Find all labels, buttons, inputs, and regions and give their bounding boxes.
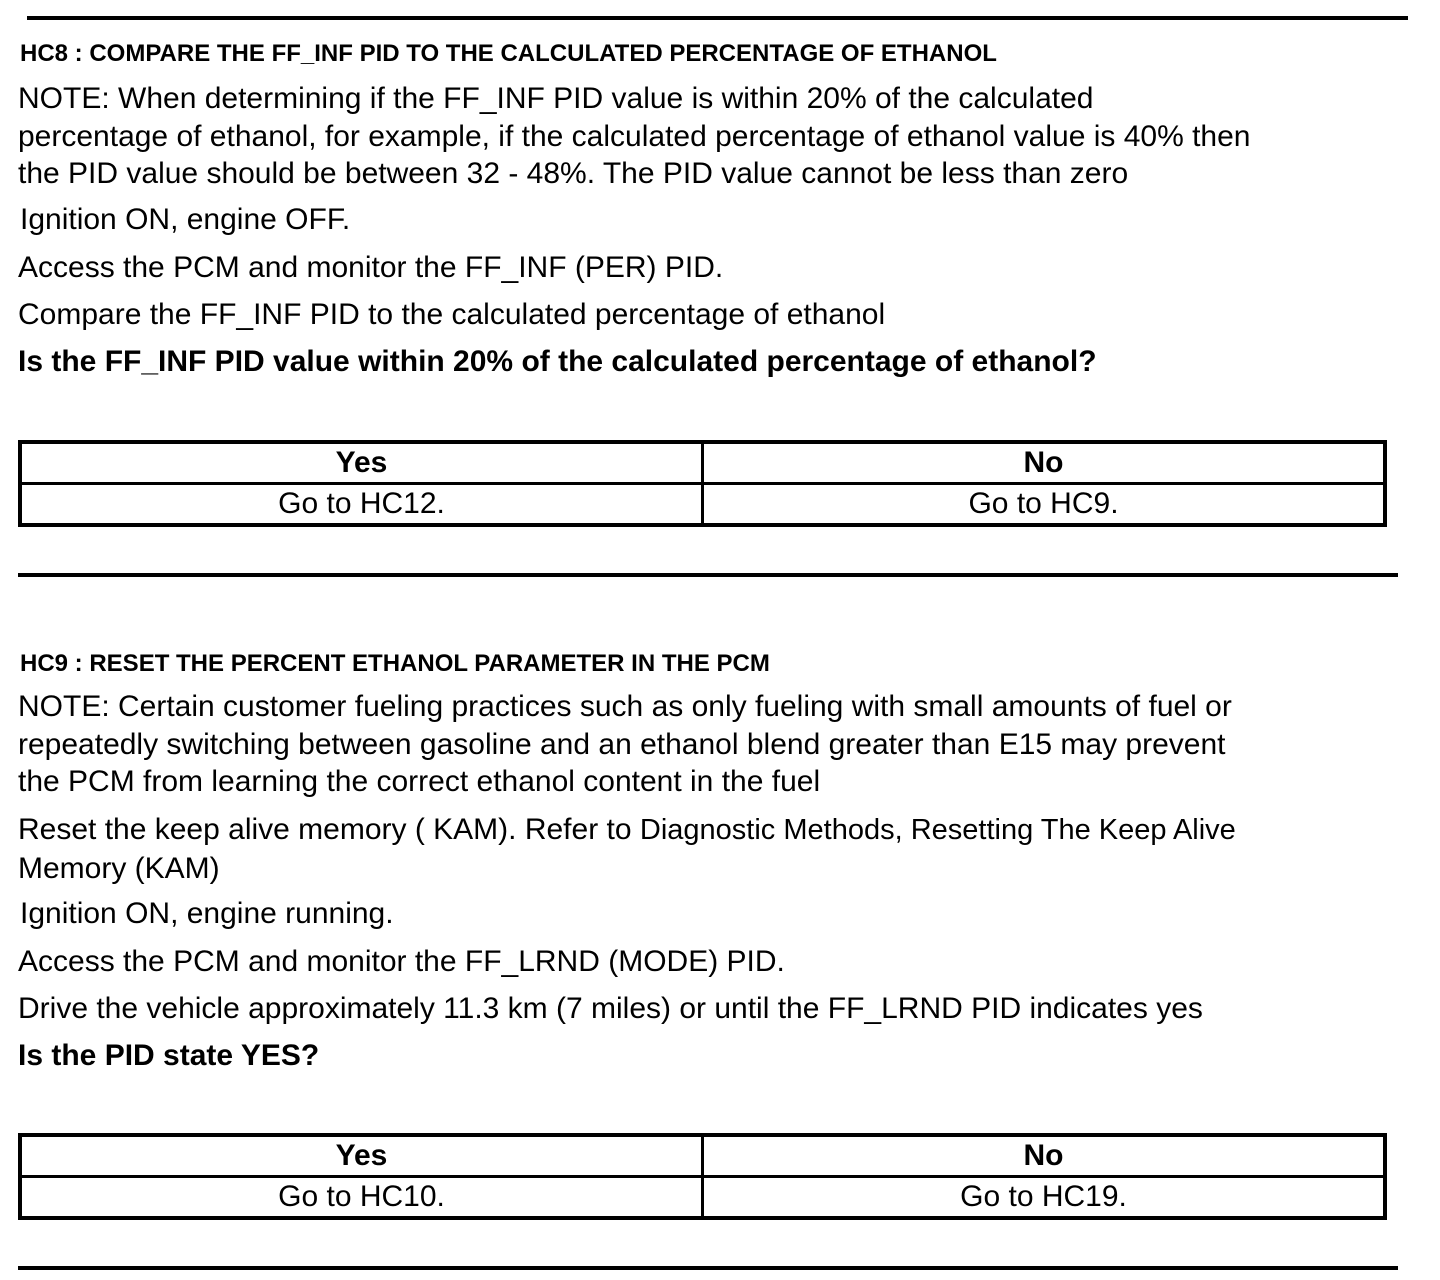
hc8-decision-table [18, 440, 1387, 527]
section-divider [18, 573, 1398, 577]
table-header-row [20, 442, 1385, 484]
table-header-row [20, 1135, 1385, 1177]
hc9-note [18, 688, 1232, 801]
hc9-step-ignition: Ignition ON, engine running. [20, 897, 394, 930]
hc8-yes-action: Go to HC12. [20, 484, 703, 526]
bottom-divider [18, 1266, 1398, 1270]
table-row [20, 1177, 1385, 1219]
hc9-reset-reference: Diagnostic Methods, Resetting The Keep Alive [639, 814, 1236, 846]
hc9-no-header: No [703, 1135, 1386, 1177]
hc8-heading: HC8 : COMPARE THE FF_INF PID TO THE CALCULATED PERCENTAGE OF ETHANOL [20, 40, 997, 67]
hc8-step-ignition: Ignition ON, engine OFF. [20, 203, 351, 236]
hc9-step-access: Access the PCM and monitor the FF_LRND (MODE) PID. [18, 945, 785, 978]
hc9-note-line: repeatedly switching between gasoline and an ethanol blend greater than E15 may prevent [18, 727, 1226, 761]
hc9-yes-action: Go to HC10. [20, 1177, 703, 1219]
hc9-reset-continuation: Memory (KAM) [18, 851, 220, 885]
hc8-no-header: No [703, 442, 1386, 484]
hc8-question: Is the FF_INF PID value within 20% of the calculated percentage of ethanol? [18, 345, 1097, 378]
hc8-yes-header: Yes [20, 442, 703, 484]
hc9-decision-table [18, 1133, 1387, 1220]
hc9-step-drive: Drive the vehicle approximately 11.3 km (7 miles) or until the FF_LRND PID indicates yes [18, 992, 1203, 1025]
hc8-no-action: Go to HC9. [703, 484, 1386, 526]
hc8-note [18, 80, 1251, 193]
top-divider [27, 16, 1408, 20]
hc8-note-line: NOTE: When determining if the FF_INF PID value is within 20% of the calculated [18, 82, 1094, 115]
hc8-note-line: percentage of ethanol, for example, if the calculated percentage of ethanol value is 40% then [18, 119, 1251, 153]
hc9-reset-text: Reset the keep alive memory ( KAM). Refer to [18, 813, 640, 846]
hc9-reset-line [18, 811, 1236, 850]
hc9-note-line: NOTE: Certain customer fueling practices such as only fueling with small amounts of fuel or [18, 690, 1232, 723]
hc9-question: Is the PID state YES? [18, 1039, 320, 1072]
hc9-no-action: Go to HC19. [703, 1177, 1386, 1219]
hc9-step-reset [18, 811, 1236, 887]
hc9-heading: HC9 : RESET THE PERCENT ETHANOL PARAMETER IN THE PCM [20, 650, 770, 677]
hc9-yes-header: Yes [20, 1135, 703, 1177]
hc8-step-access: Access the PCM and monitor the FF_INF (PER) PID. [18, 251, 724, 284]
hc8-step-compare: Compare the FF_INF PID to the calculated percentage of ethanol [18, 298, 886, 331]
hc9-note-line: the PCM from learning the correct ethanol content in the fuel [18, 765, 821, 798]
table-row [20, 484, 1385, 526]
hc8-note-line: the PID value should be between 32 - 48%. The PID value cannot be less than zero [18, 157, 1129, 190]
